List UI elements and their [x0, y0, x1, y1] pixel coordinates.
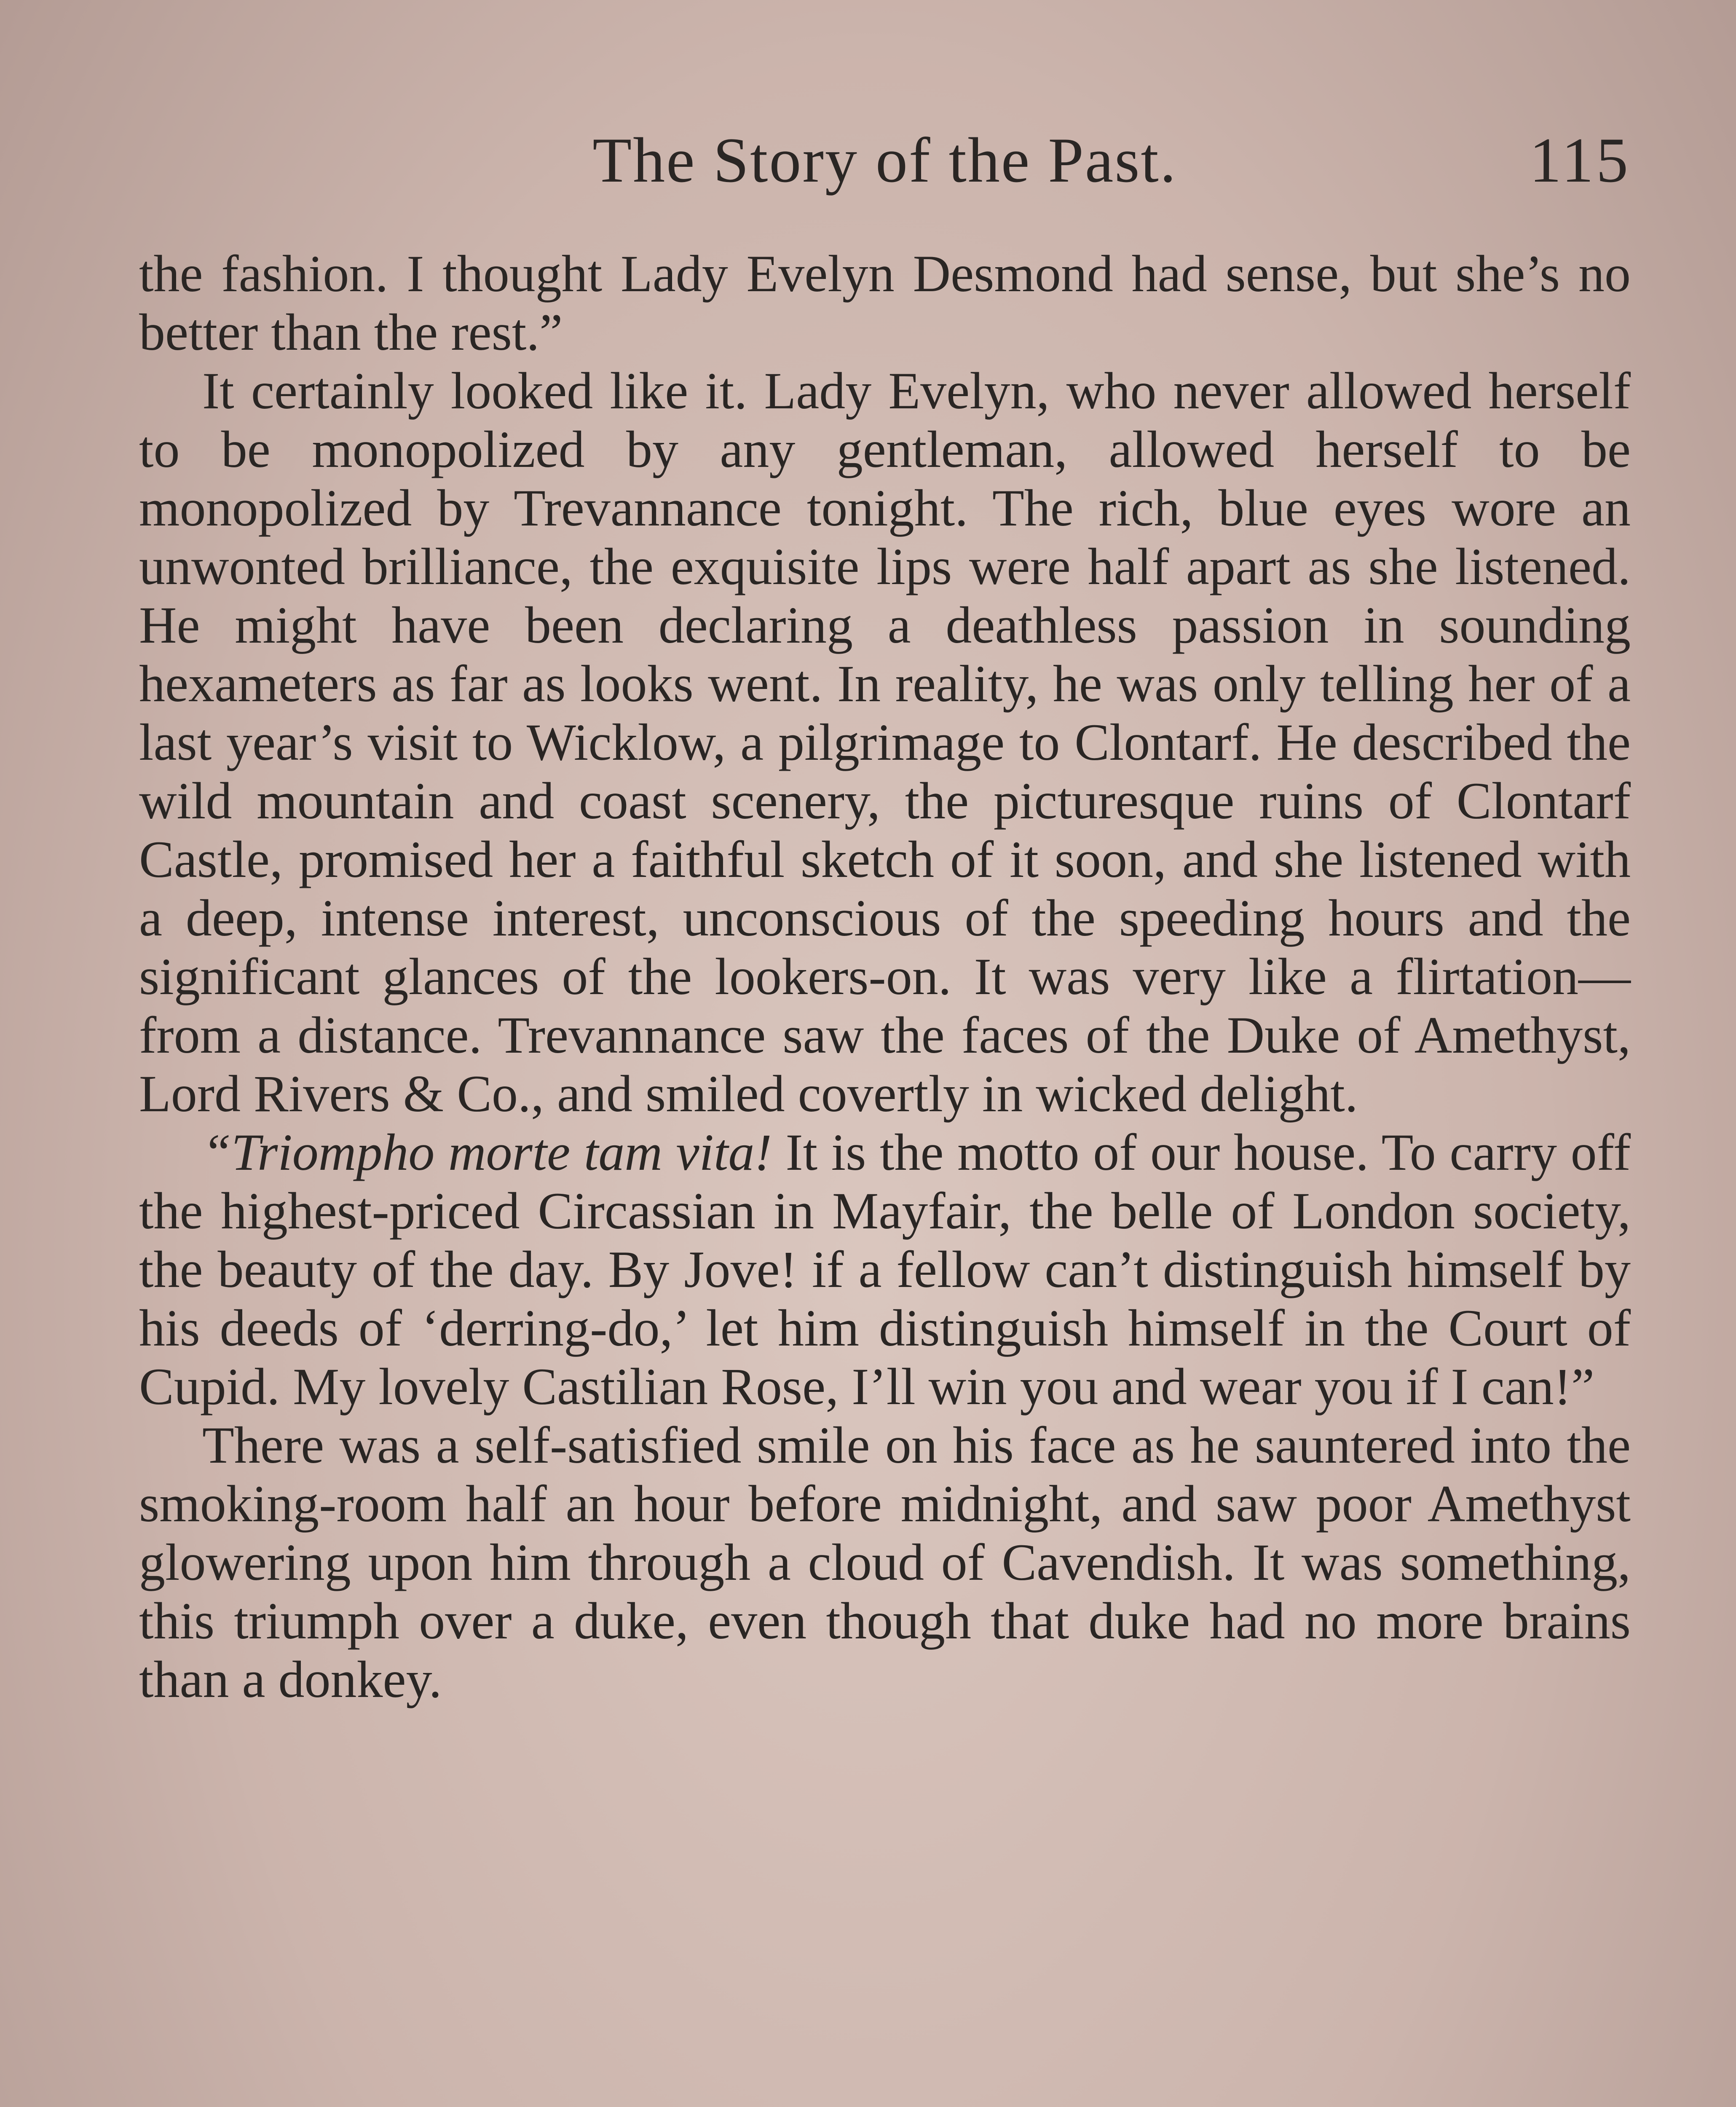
paragraph: [139, 1123, 1631, 1416]
page-number: 115: [1529, 125, 1631, 196]
running-title: The Story of the Past.: [592, 125, 1177, 196]
family-motto: “Triompho morte tam vita!: [202, 1123, 772, 1181]
paragraph: the fashion. I thought Lady Evelyn Desmond had sense, but she’s no better than the rest.”: [139, 245, 1631, 361]
body-text-top: [139, 244, 1631, 1709]
paragraph-text: It is the motto of our house. To carry off the highest-priced Circassian in Mayfair, the belle of London society, the beauty of the day. By Jove! if a fellow can’t distinguish himself by his deeds of ‘derring-do,’ let him distinguish himself in the Court of Cupid. My lovely Castilian Rose, I’ll win you and wear you if I can!”: [139, 1123, 1631, 1415]
paragraph: It certainly looked like it. Lady Evelyn, who never allowed herself to be monopolized by any gentleman, allowed herself to be monopolized by Trevannance tonight. The rich, blue eyes wore an unwonted brilliance, the exquisite lips were half apart as she listened. He might have been declaring a deathless passion in sounding hexameters as far as looks went. In reality, he was only telling her of a last year’s visit to Wicklow, a pilgrimage to Clontarf. He described the wild mountain and coast scenery, the picturesque ruins of Clontarf Castle, promised her a faithful sketch of it soon, and she listened with a deep, intense interest, unconscious of the speeding hours and the significant glances of the lookers-on. It was very like a flirtation—from a distance. Trevannance saw the faces of the Duke of Amethyst, Lord Rivers & Co., and smiled covertly in wicked delight.: [139, 362, 1631, 1123]
paragraph: There was a self-satisfied smile on his face as he sauntered into the smoking-room half an hour before midnight, and saw poor Amethyst glowering upon him through a cloud of Cavendish. It was something, this triumph over a duke, even though that duke had no more brains than a donkey.: [139, 1416, 1631, 1708]
running-head: [139, 118, 1631, 202]
